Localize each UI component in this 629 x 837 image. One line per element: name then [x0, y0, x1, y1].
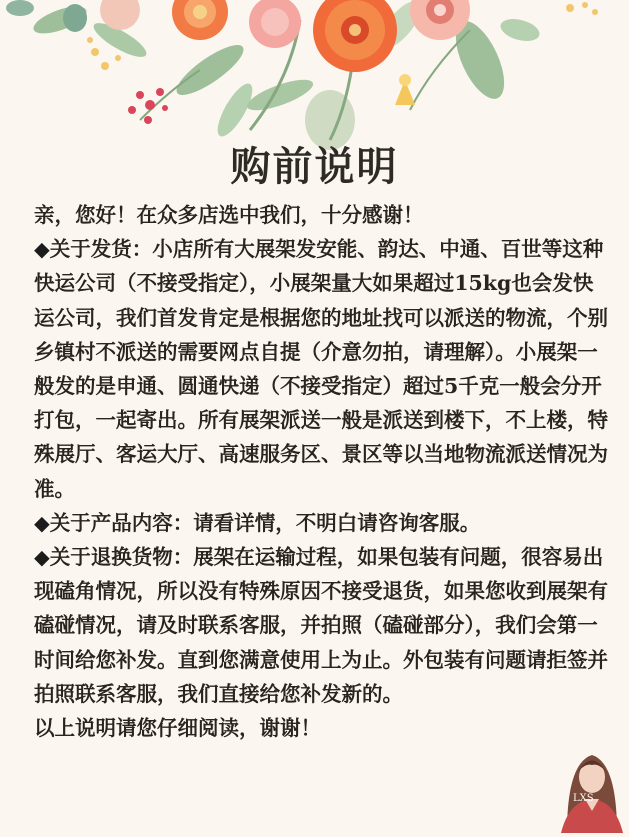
avatar-icon — [559, 743, 625, 833]
floral-decoration — [0, 0, 629, 150]
greeting-text: 亲，您好！在众多店选中我们，十分感谢！ — [34, 203, 424, 227]
watermark-text: LXS — [573, 793, 594, 804]
diamond-bullet-icon: ◆ — [34, 545, 50, 570]
woman-avatar-illustration — [559, 743, 625, 833]
page-title: 购前说明 — [230, 143, 399, 190]
product-section — [34, 506, 609, 540]
notice-body — [34, 198, 609, 745]
diamond-bullet-icon: ◆ — [34, 510, 50, 535]
return-section — [34, 540, 609, 711]
shipping-section — [34, 232, 609, 506]
return-text: 关于退换货物：展架在运输过程，如果包装有问题，很容易出现磕角情况，所以没有特殊原因不接受退货，如果您收到展架有磕碰情况，请及时联系客服，并拍照（磕碰部分），我们会第一时间给您补发。直到您满意使用上为止。外包装有问题请拒签并拍照联系客服，我们直接给您补发新的。 — [34, 545, 608, 706]
diamond-bullet-icon: ◆ — [34, 237, 50, 262]
shipping-text: 关于发货：小店所有大展架发安能、韵达、中通、百世等这种快运公司（不接受指定），小展架量大如果超过15kg也会发快运公司，我们首发肯定是根据您的地址找可以派送的物流，个别乡镇村不派送的需要网点自提（介意勿拍，请理解）。小展架一般发的是申通、圆通快递（不接受指定）超过5千克一般会分开打包，一起寄出。所有展架派送一般是派送到楼下，不上楼，特殊展厅、客运大厅、高速服务区、景区等以当地物流派送情况为准。 — [34, 237, 608, 501]
closing-text: 以上说明请您仔细阅读，谢谢！ — [34, 716, 321, 741]
product-text: 关于产品内容：请看详情，不明白请咨询客服。 — [49, 510, 481, 535]
